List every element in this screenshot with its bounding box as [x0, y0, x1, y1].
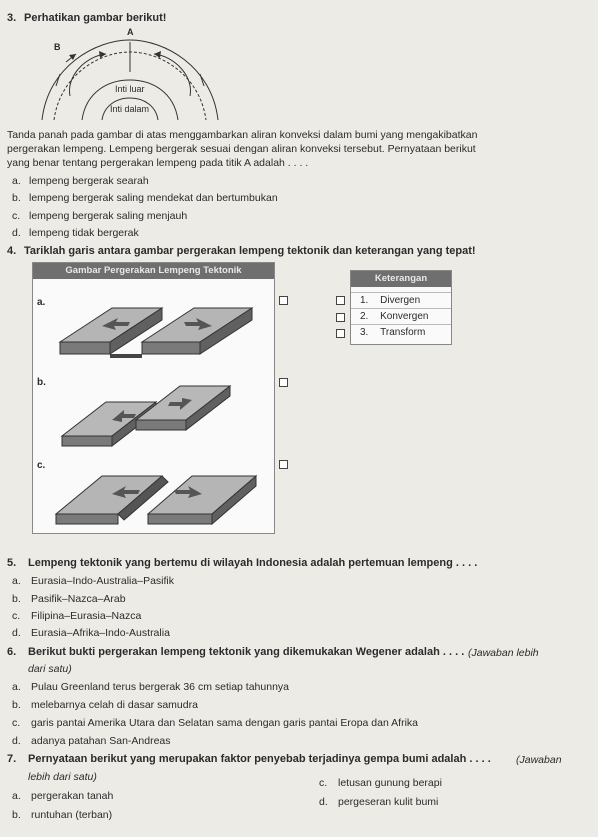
- keterangan-num-2: 2.: [360, 311, 369, 322]
- q7-option-d-letter[interactable]: d.: [319, 796, 328, 808]
- q7-title: Pernyataan berikut yang merupakan faktor penyebab terjadinya gempa bumi adalah . . . .: [28, 753, 491, 765]
- q7-note-1: (Jawaban: [516, 754, 562, 766]
- q3-text-3: yang benar tentang pergerakan lempeng pada titik A adalah . . . .: [7, 157, 309, 169]
- q7-option-a-text[interactable]: pergerakan tanah: [31, 790, 114, 802]
- keterangan-row-1: [351, 292, 451, 308]
- q3-text-2: pergerakan lempeng. Lempeng bergerak sesuai dengan aliran konveksi tersebut. Pernyataan berikut: [7, 143, 476, 155]
- q5-number: 5.: [7, 557, 17, 569]
- label-inti-dalam: Inti dalam: [110, 104, 150, 114]
- keterangan-table: [350, 270, 452, 345]
- q5-option-a-letter[interactable]: a.: [12, 575, 21, 587]
- q6-title: Berikut bukti pergerakan lempeng tektonik yang dikemukakan Wegener adalah . . . .: [28, 646, 465, 658]
- q5-title: Lempeng tektonik yang bertemu di wilayah Indonesia adalah pertemuan lempeng . . . .: [28, 557, 478, 569]
- label-panel-c: c.: [37, 460, 46, 471]
- q6-note-2: dari satu): [28, 663, 72, 675]
- q7-number: 7.: [7, 753, 17, 765]
- q5-option-d-text[interactable]: Eurasia–Afrika–Indo-Australia: [31, 627, 170, 639]
- q5-option-a-text[interactable]: Eurasia–Indo-Australia–Pasifik: [31, 575, 174, 587]
- keterangan-num-1: 1.: [360, 295, 369, 306]
- label-b: B: [54, 42, 61, 52]
- q7-option-b-text[interactable]: runtuhan (terban): [31, 809, 113, 821]
- q3-number: 3.: [7, 12, 17, 24]
- q5-option-b-letter[interactable]: b.: [12, 593, 21, 605]
- keterangan-title: Keterangan: [351, 271, 451, 287]
- plate-block-b: [52, 372, 264, 452]
- q3-option-a-text[interactable]: lempeng bergerak searah: [29, 175, 149, 187]
- q5-option-d-letter[interactable]: d.: [12, 627, 21, 639]
- q3-title: Perhatikan gambar berikut!: [24, 12, 167, 24]
- q7-option-c-text[interactable]: letusan gunung berapi: [338, 777, 442, 789]
- q3-option-c-letter[interactable]: c.: [12, 210, 21, 222]
- q6-option-c-text[interactable]: garis pantai Amerika Utara dan Selatan sama dengan garis pantai Eropa dan Afrika: [31, 717, 418, 729]
- q6-option-a-text[interactable]: Pulau Greenland terus bergerak 36 cm setiap tahunnya: [31, 681, 289, 693]
- q3-option-a-letter[interactable]: a.: [12, 175, 21, 187]
- keterangan-row-3: [351, 324, 451, 340]
- q7-option-c-letter[interactable]: c.: [319, 777, 328, 789]
- answer-box-3[interactable]: [336, 329, 345, 338]
- q6-option-d-letter[interactable]: d.: [12, 735, 21, 747]
- keterangan-text-1: Divergen: [380, 295, 421, 306]
- plate-block-c: [52, 456, 264, 528]
- label-panel-b: b.: [37, 377, 46, 388]
- q6-option-d-text[interactable]: adanya patahan San-Andreas: [31, 735, 171, 747]
- q3-option-d-letter[interactable]: d.: [12, 227, 21, 239]
- q7-option-a-letter[interactable]: a.: [12, 790, 21, 802]
- q5-option-c-letter[interactable]: c.: [12, 610, 21, 622]
- plate-block-a: [52, 292, 264, 370]
- label-a: A: [127, 27, 134, 37]
- q6-option-c-letter[interactable]: c.: [12, 717, 21, 729]
- answer-box-c[interactable]: [279, 460, 288, 469]
- q3-option-d-text[interactable]: lempeng tidak bergerak: [29, 227, 139, 239]
- q3-option-b-text[interactable]: lempeng bergerak saling mendekat dan bertumbukan: [29, 192, 278, 204]
- q6-note-1: (Jawaban lebih: [468, 647, 539, 659]
- answer-box-1[interactable]: [336, 296, 345, 305]
- keterangan-row-2: [351, 308, 451, 324]
- keterangan-num-3: 3.: [360, 327, 369, 338]
- q7-option-d-text[interactable]: pergeseran kulit bumi: [338, 796, 439, 808]
- q6-option-b-text[interactable]: melebarnya celah di dasar samudra: [31, 699, 198, 711]
- q7-option-b-letter[interactable]: b.: [12, 809, 21, 821]
- q5-option-c-text[interactable]: Filipina–Eurasia–Nazca: [31, 610, 142, 622]
- keterangan-text-3: Transform: [380, 327, 426, 338]
- q5-option-b-text[interactable]: Pasifik–Nazca–Arab: [31, 593, 126, 605]
- q7-note-2: lebih dari satu): [28, 771, 97, 783]
- panel-title: Gambar Pergerakan Lempeng Tektonik: [33, 263, 274, 279]
- answer-box-a[interactable]: [279, 296, 288, 305]
- answer-box-b[interactable]: [279, 378, 288, 387]
- label-panel-a: a.: [37, 297, 46, 308]
- q4-title: Tariklah garis antara gambar pergerakan lempeng tektonik dan keterangan yang tepat!: [24, 245, 476, 257]
- q3-option-c-text[interactable]: lempeng bergerak saling menjauh: [29, 210, 188, 222]
- q3-text-1: Tanda panah pada gambar di atas menggambarkan aliran konveksi dalam bumi yang mengakibatkan: [7, 129, 478, 141]
- answer-box-2[interactable]: [336, 313, 345, 322]
- q6-number: 6.: [7, 646, 17, 658]
- q3-option-b-letter[interactable]: b.: [12, 192, 21, 204]
- q4-number: 4.: [7, 245, 17, 257]
- q6-option-a-letter[interactable]: a.: [12, 681, 21, 693]
- label-inti-luar: Inti luar: [115, 84, 145, 94]
- q6-option-b-letter[interactable]: b.: [12, 699, 21, 711]
- keterangan-text-2: Konvergen: [380, 311, 429, 322]
